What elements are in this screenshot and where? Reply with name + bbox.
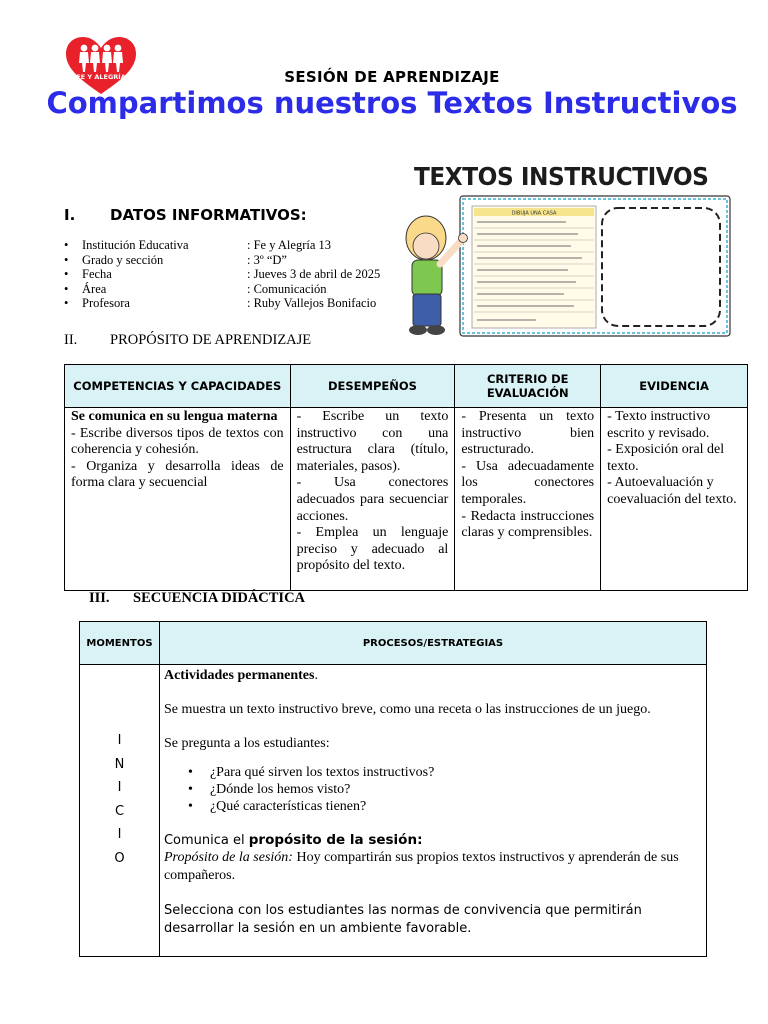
moment-letter: I xyxy=(117,827,122,842)
sequence-table-header xyxy=(80,622,707,665)
moment-letter: C xyxy=(114,803,125,819)
info-item-grado xyxy=(64,253,404,268)
desempenos-cell: - Escribe un texto instructivo con una estructura clara (título, materiales, pasos). - Usa conectores adecuados para secuenciar acciones. - Emplea un lenguaje preciso y adecuado al propósito del texto. xyxy=(290,408,455,591)
section-title: PROPÓSITO DE APRENDIZAJE xyxy=(110,332,312,348)
logo-text: FE Y ALEGRÍA xyxy=(76,73,126,81)
info-value: : Comunicación xyxy=(247,281,327,296)
header-criterio: CRITERIO DE EVALUACIÓN xyxy=(455,365,601,408)
section-secuencia-heading xyxy=(89,590,305,607)
header-competencias: COMPETENCIAS Y CAPACIDADES xyxy=(65,365,291,408)
section-proposito-heading xyxy=(64,332,311,349)
activities-title: Actividades permanentes xyxy=(163,668,315,683)
comunica-bold: propósito de la sesión: xyxy=(248,832,423,848)
section-number: II. xyxy=(64,332,78,348)
section-number: III. xyxy=(89,590,110,606)
questions-list xyxy=(188,764,702,815)
normas-paragraph: Selecciona con los estudiantes las normas de convivencia que permitirán desarrollar la sesión en un ambiente favorable. xyxy=(163,903,642,936)
sequence-table xyxy=(79,621,707,957)
header-desempenos: DESEMPEÑOS xyxy=(290,365,455,408)
proposito-sesion xyxy=(164,849,702,885)
info-label: Grado y sección xyxy=(82,252,164,267)
activities-dot: . xyxy=(314,668,318,683)
competencias-cell xyxy=(65,408,291,591)
info-label: Área xyxy=(82,281,107,296)
list-item: • ¿Dónde los hemos visto? xyxy=(188,781,702,798)
info-value: : Ruby Vallejos Bonifacio xyxy=(247,296,377,310)
moment-letter: I xyxy=(117,780,122,795)
info-label: Institución Educativa xyxy=(82,238,189,252)
instructive-text-illustration xyxy=(396,194,732,340)
info-item-institucion xyxy=(64,238,404,253)
purpose-table-header xyxy=(65,365,748,408)
list-item: • ¿Qué características tienen? xyxy=(188,798,702,815)
activities-heading xyxy=(164,667,702,684)
moment-letter: I xyxy=(117,733,122,748)
header-procesos: PROCESOS/ESTRATEGIAS xyxy=(159,622,706,665)
page-title: Compartimos nuestros Textos Instructivos xyxy=(46,86,738,120)
proposito-text: Hoy compartirán sus propios textos instructivos y aprenderán de sus compañeros. xyxy=(163,850,679,883)
competencia-body: - Escribe diversos tipos de textos con coherencia y cohesión. - Organiza y desarrolla ideas de forma clara y secuencial xyxy=(71,425,284,491)
moment-cell xyxy=(80,665,160,957)
table-row xyxy=(80,665,707,957)
comunica-prefix: Comunica el xyxy=(163,833,249,848)
info-item-profesora xyxy=(64,296,404,311)
info-value: : 3º “D” xyxy=(247,252,287,267)
session-kicker: SESIÓN DE APRENDIZAJE xyxy=(284,68,500,86)
paragraph-pregunta: Se pregunta a los estudiantes: xyxy=(163,736,330,751)
header-momentos: MOMENTOS xyxy=(80,622,160,665)
comunica-proposito xyxy=(164,832,702,849)
info-value: : Fe y Alegría 13 xyxy=(247,238,332,252)
table-row xyxy=(65,408,748,591)
paragraph-texto-breve: Se muestra un texto instructivo breve, como una receta o las instrucciones de un juego. xyxy=(163,702,651,717)
header-evidencia: EVIDENCIA xyxy=(601,365,748,408)
illustration-card-heading: DIBUJA UNA CASA xyxy=(511,210,557,217)
info-label: Fecha xyxy=(82,267,112,281)
info-item-area xyxy=(64,282,404,297)
section-number: I. xyxy=(64,206,76,224)
evidencia-cell: - Texto instructivo escrito y revisado. - Exposición oral del texto. - Autoevaluación y coevaluación del texto. xyxy=(601,408,748,591)
competencia-title: Se comunica en su lengua materna xyxy=(71,409,278,424)
criterio-cell: - Presenta un texto instructivo bien estructurado. - Usa adecuadamente los conectores temporales. - Redacta instrucciones claras y comprensibles. xyxy=(455,408,601,591)
info-value: : Jueves 3 de abril de 2025 xyxy=(247,267,381,281)
info-label: Profesora xyxy=(82,296,130,310)
proposito-label: Propósito de la sesión: xyxy=(163,850,297,865)
section-title: DATOS INFORMATIVOS: xyxy=(110,206,307,224)
list-item: • ¿Para qué sirven los textos instructivos? xyxy=(188,764,702,781)
section-datos-informativos-heading xyxy=(64,206,307,224)
moment-letter: O xyxy=(114,850,125,866)
info-item-fecha xyxy=(64,267,404,282)
process-cell xyxy=(159,665,706,957)
purpose-table xyxy=(64,364,748,591)
info-list xyxy=(64,238,404,311)
section-title: SECUENCIA DIDÁCTICA xyxy=(133,590,306,606)
illustration-title: TEXTOS INSTRUCTIVOS xyxy=(414,162,709,191)
moment-letter: N xyxy=(114,756,125,772)
